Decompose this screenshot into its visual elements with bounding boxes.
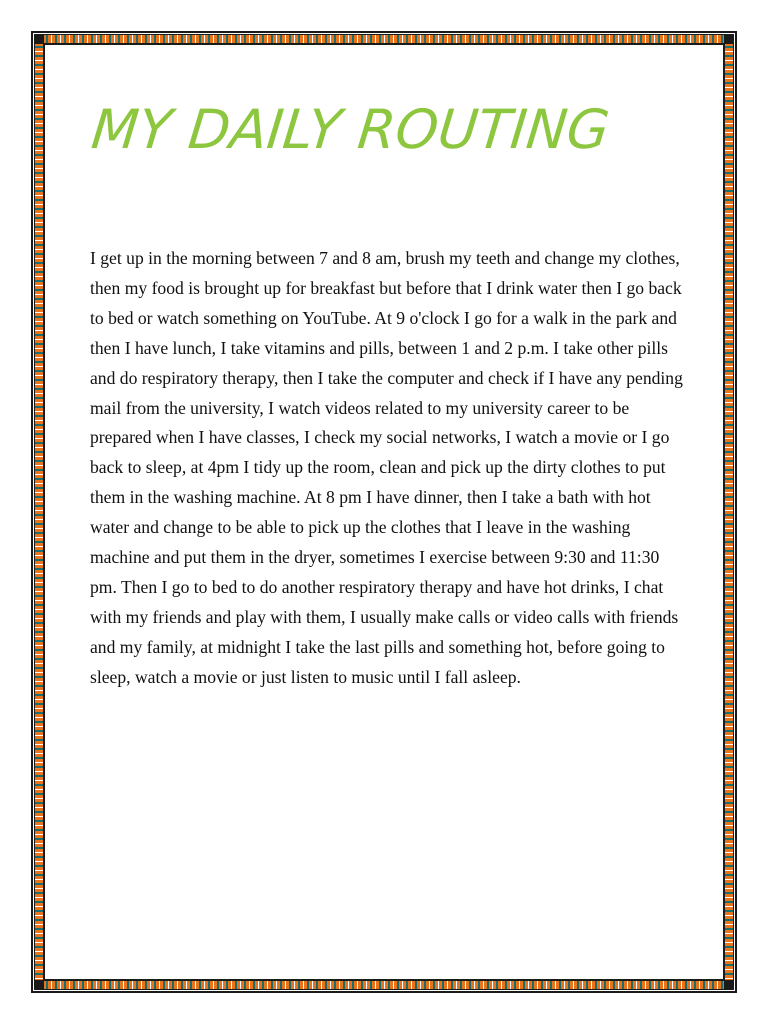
decorative-border-top — [34, 34, 734, 44]
border-corner — [724, 34, 734, 44]
decorative-border-left — [34, 34, 44, 990]
border-corner — [34, 980, 44, 990]
border-corner — [34, 34, 44, 44]
body-paragraph: I get up in the morning between 7 and 8 am, brush my teeth and change my clothes, then my food is brought up for breakfast but before that I drink water then I go back to bed or watch something on YouTube. At 9 o'clock I go for a walk in the park and then I have lunch, I take vitamins and pills, between 1 and 2 p.m. I take other pills and do respiratory therapy, then I take the computer and check if I have any pending mail from the university, I watch videos related to my university career to be prepared when I have classes, I check my social networks, I watch a movie or I go back to sleep, at 4pm I tidy up the room, clean and pick up the dirty clothes to put them in the washing machine. At 8 pm I have dinner, then I take a bath with hot water and change to be able to pick up the clothes that I leave in the washing machine and put them in the dryer, sometimes I exercise between 9:30 and 11:30 pm. Then I go to bed to do another respiratory therapy and have hot drinks, I chat with my friends and play with them, I usually make calls or video calls with friends and my family, at midnight I take the last pills and something hot, before going to sleep, watch a movie or just listen to music until I fall asleep. — [90, 248, 683, 687]
decorative-border-right — [724, 34, 734, 990]
decorative-border-bottom — [34, 980, 734, 990]
border-corner — [724, 980, 734, 990]
document-title: MY DAILY ROUTING — [88, 98, 613, 161]
